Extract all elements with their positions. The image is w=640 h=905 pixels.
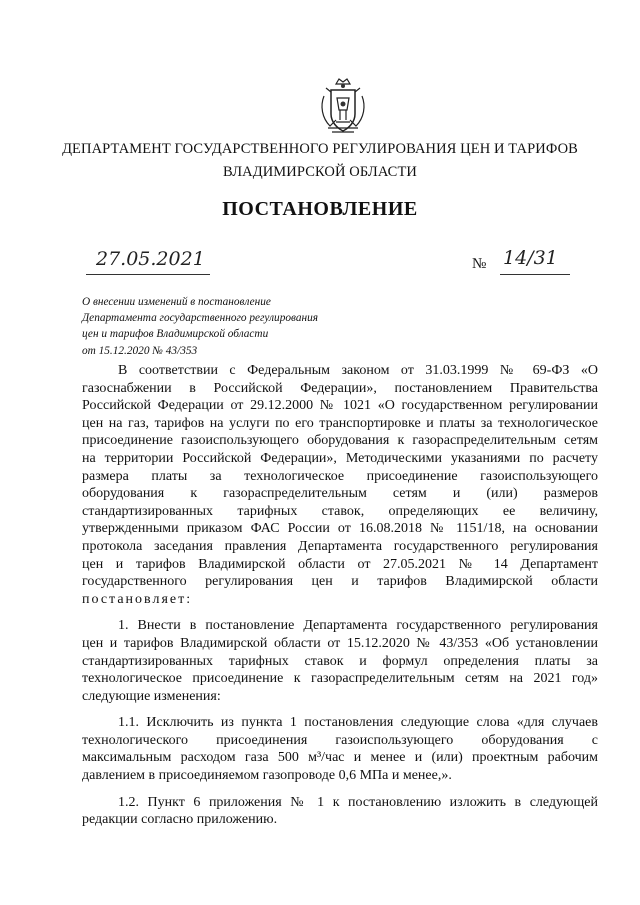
text-line: газоснабжении в Российской Федерации», постановлением Правительства — [82, 380, 598, 396]
text-line: стандартизированных тарифных ставок и формул определения платы за — [82, 653, 598, 669]
text-line: цен и тарифов Владимирской области от 15.12.2020 № 43/353 «Об установлении — [82, 635, 598, 651]
text-line: стандартизированных тарифных ставок, определяющих ее величину, — [82, 503, 598, 519]
item-1-2-paragraph — [82, 794, 598, 829]
text-line: 1. Внести в постановление Департамента государственного регулирования — [118, 618, 598, 634]
text-line: В соответствии с Федеральным законом от 31.03.1999 № 69-ФЗ «О — [118, 363, 598, 378]
text-line: государственного регулирования цен и тарифов Владимирской области — [82, 574, 598, 590]
text-line: следующие изменения: — [82, 688, 221, 704]
text-line: Российской Федерации от 29.12.2000 № 1021 «О государственном регулировании — [82, 398, 598, 414]
document-date: 27.05.2021 — [96, 248, 205, 270]
text-line: присоединение газоиспользующего оборудования к газораспределительным сетям — [82, 433, 598, 449]
document-number: 14/31 — [503, 247, 558, 269]
subject-line: от 15.12.2020 № 43/353 — [82, 344, 198, 357]
subject-line: Департамента государственного регулирования — [82, 312, 318, 325]
preamble-paragraph — [82, 362, 598, 608]
document-subject — [82, 294, 382, 359]
text-line: технологическое присоединение к газораспределительным сетям на 2021 год» — [82, 671, 598, 687]
text-line: максимальным расходом газа 500 м³/час и менее и (или) проектным рабочим — [82, 750, 598, 766]
text-line: технологического присоединения газоиспользующего оборудования с — [82, 732, 598, 748]
text-line: утвержденными приказом ФАС России от 16.08.2018 № 1151/18, на основании — [82, 521, 598, 537]
text-line: оборудования к газораспределительным сетям и (или) размеров — [82, 486, 598, 502]
resolves-word: постановляет: — [82, 591, 193, 607]
text-line: цен и тарифов Владимирской области от 27.05.2021 № 14 Департамент — [82, 556, 598, 572]
subject-line: О внесении изменений в постановление — [82, 296, 271, 308]
text-line: на территории Российской Федерации», Методическими указаниями по расчету — [82, 450, 598, 466]
item-1-1-paragraph — [82, 714, 598, 784]
coat-of-arms-icon — [318, 76, 368, 138]
document-body — [82, 362, 598, 829]
organization-name-line2: ВЛАДИМИРСКОЙ ОБЛАСТИ — [223, 164, 417, 180]
text-line: давлением в присоединяемом газопроводе 0,6 МПа и менее,». — [82, 768, 452, 784]
text-line: протокола заседания правления Департамента государственного регулирования — [82, 538, 598, 554]
item-1-paragraph — [82, 617, 598, 705]
text-line: 1.2. Пункт 6 приложения № 1 к постановлению изложить в следующей — [118, 794, 598, 810]
text-line: цен на газ, тарифов на услуги по его транспортировке и платы за технологическое — [82, 415, 598, 431]
number-label: № — [472, 256, 487, 272]
organization-name-line1: ДЕПАРТАМЕНТ ГОСУДАРСТВЕННОГО РЕГУЛИРОВАНИЯ ЦЕН И ТАРИФОВ — [62, 141, 578, 157]
text-line: размера платы за технологическое присоединение газоиспользующего — [82, 468, 598, 484]
text-line: редакции согласно приложению. — [82, 812, 278, 828]
document-type-title: ПОСТАНОВЛЕНИЕ — [222, 198, 418, 220]
subject-line: цен и тарифов Владимирской области — [82, 328, 269, 341]
text-line: 1.1. Исключить из пункта 1 постановления следующие слова «для случаев — [118, 715, 598, 731]
date-underline — [86, 274, 210, 275]
number-underline — [500, 274, 570, 275]
